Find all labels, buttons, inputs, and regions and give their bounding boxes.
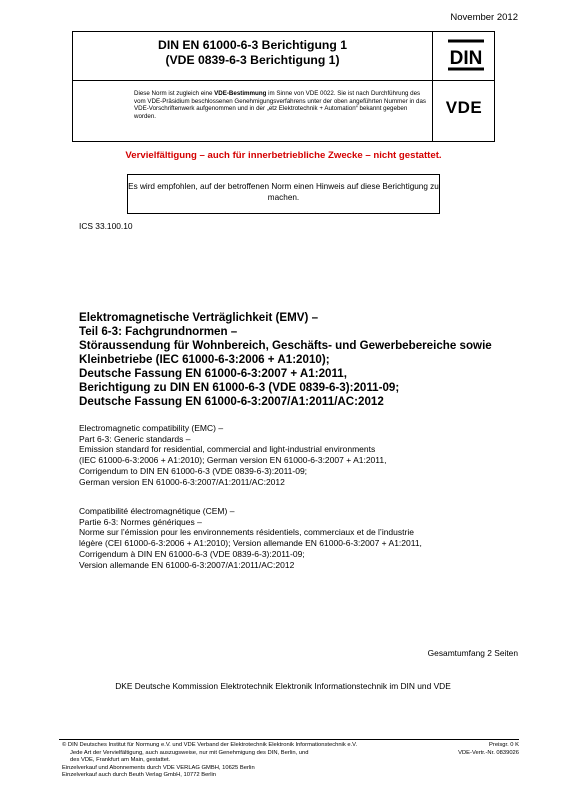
title-en-line: (IEC 61000-6-3:2006 + A1:2010); German version EN 61000-6-3:2007 + A1:2011, — [79, 455, 387, 466]
din-logo-text: DIN — [449, 48, 483, 69]
vde-notice-bold: VDE-Bestimmung — [214, 90, 267, 97]
title-german — [79, 311, 519, 409]
price-group: Preisgr. 0 K — [489, 742, 519, 748]
vde-notice: Diese Norm ist zugleich eine VDE-Bestimmung im Sinne von VDE 0022. Sie ist nach Durchführung des vom VDE-Präsidium beschlossenen Genehmigungsverfahrens unter der oben angeführten Nummer in das VDE-Vorschriftenwerk aufgenommen und in der „etz Elektrotechnik + Automation“ bekannt gegeben worden. — [134, 90, 426, 120]
title-fr-line: Version allemande EN 61000-6-3:2007/A1:2011/AC:2012 — [79, 559, 295, 570]
title-fr-line: Norme sur l’émission pour les environnements résidentiels, commerciaux et de l’industrie — [79, 527, 414, 538]
title-fr-line: Partie 6-3: Normes génériques – — [79, 516, 202, 527]
title-en-line: Part 6-3: Generic standards – — [79, 433, 191, 444]
document-title — [73, 38, 432, 68]
document-title-line-1: DIN EN 61000-6-3 Berichtigung 1 — [158, 38, 347, 52]
footer-line: Jede Art der Vervielfältigung, auch auszugsweise, nur mit Genehmigung des DIN, Berlin, und — [70, 749, 309, 756]
title-english — [79, 423, 519, 487]
hint-box: Es wird empfohlen, auf der betroffenen Norm einen Hinweis auf diese Berichtigung zu machen. — [127, 174, 440, 214]
footer-line: des VDE, Frankfurt am Main, gestattet. — [70, 757, 171, 763]
title-fr-line: légère (CEI 61000-6-3:2006 + A1:2010); Version allemande EN 61000-6-3:2007 + A1:2011, — [79, 538, 422, 549]
title-fr-line: Compatibilité électromagnétique (CEM) – — [79, 506, 235, 516]
title-de-line: Deutsche Fassung EN 61000-6-3:2007 + A1:2011, — [79, 367, 347, 380]
document-title-line-2: (VDE 0839-6-3 Berichtigung 1) — [165, 53, 340, 67]
footer-copyright — [62, 742, 447, 780]
title-en-line: Emission standard for residential, commercial and light-industrial environments — [79, 444, 376, 455]
title-de-line: Deutsche Fassung EN 61000-6-3:2007/A1:2011/AC:2012 — [79, 395, 384, 408]
title-french — [79, 506, 519, 570]
title-en-line: Electromagnetic compatibility (EMC) – — [79, 423, 224, 433]
title-de-line: Elektromagnetische Verträglichkeit (EMV) – — [79, 311, 319, 324]
header-divider — [432, 31, 433, 142]
title-de-line: Teil 6-3: Fachgrundnormen – — [79, 325, 238, 338]
total-pages: Gesamtumfang 2 Seiten — [427, 648, 518, 658]
din-logo — [446, 38, 486, 72]
vde-number: VDE-Vertr.-Nr. 0839026 — [458, 749, 519, 756]
title-en-line: Corrigendum to DIN EN 61000-6-3 (VDE 0839-6-3):2011-09; — [79, 465, 308, 476]
title-fr-line: Corrigendum à DIN EN 61000-6-3 (VDE 0839-6-3):2011-09; — [79, 548, 305, 559]
footer-line: Einzelverkauf auch durch Beuth Verlag GmbH, 10772 Berlin — [62, 772, 217, 778]
footer-line: © DIN Deutsches Institut für Normung e.V. und VDE Verband der Elektrotechnik Elektronik Informationstechnik e.V. — [62, 742, 358, 748]
footer-price — [458, 742, 519, 757]
title-de-line: Störaussendung für Wohnbereich, Geschäfts- und Gewerbebereiche sowie — [79, 339, 492, 352]
ics-code: ICS 33.100.10 — [79, 221, 133, 231]
title-de-line: Berichtigung zu DIN EN 61000-6-3 (VDE 0839-6-3):2011-09; — [79, 381, 400, 394]
publication-date: November 2012 — [450, 12, 518, 23]
footer-line: Einzelverkauf und Abonnements durch VDE VERLAG GMBH, 10625 Berlin — [62, 764, 255, 771]
title-de-line: Kleinbetriebe (IEC 61000-6-3:2006 + A1:2010); — [79, 353, 330, 366]
footer-rule — [59, 739, 519, 740]
reproduction-notice: Vervielfältigung – auch für innerbetriebliche Zwecke – nicht gestattet. — [125, 150, 442, 161]
dke-line: DKE Deutsche Kommission Elektrotechnik Elektronik Informationstechnik im DIN und VDE — [115, 681, 451, 691]
title-en-line: German version EN 61000-6-3:2007/A1:2011/AC:2012 — [79, 476, 285, 487]
vde-logo: VDE — [445, 98, 483, 117]
